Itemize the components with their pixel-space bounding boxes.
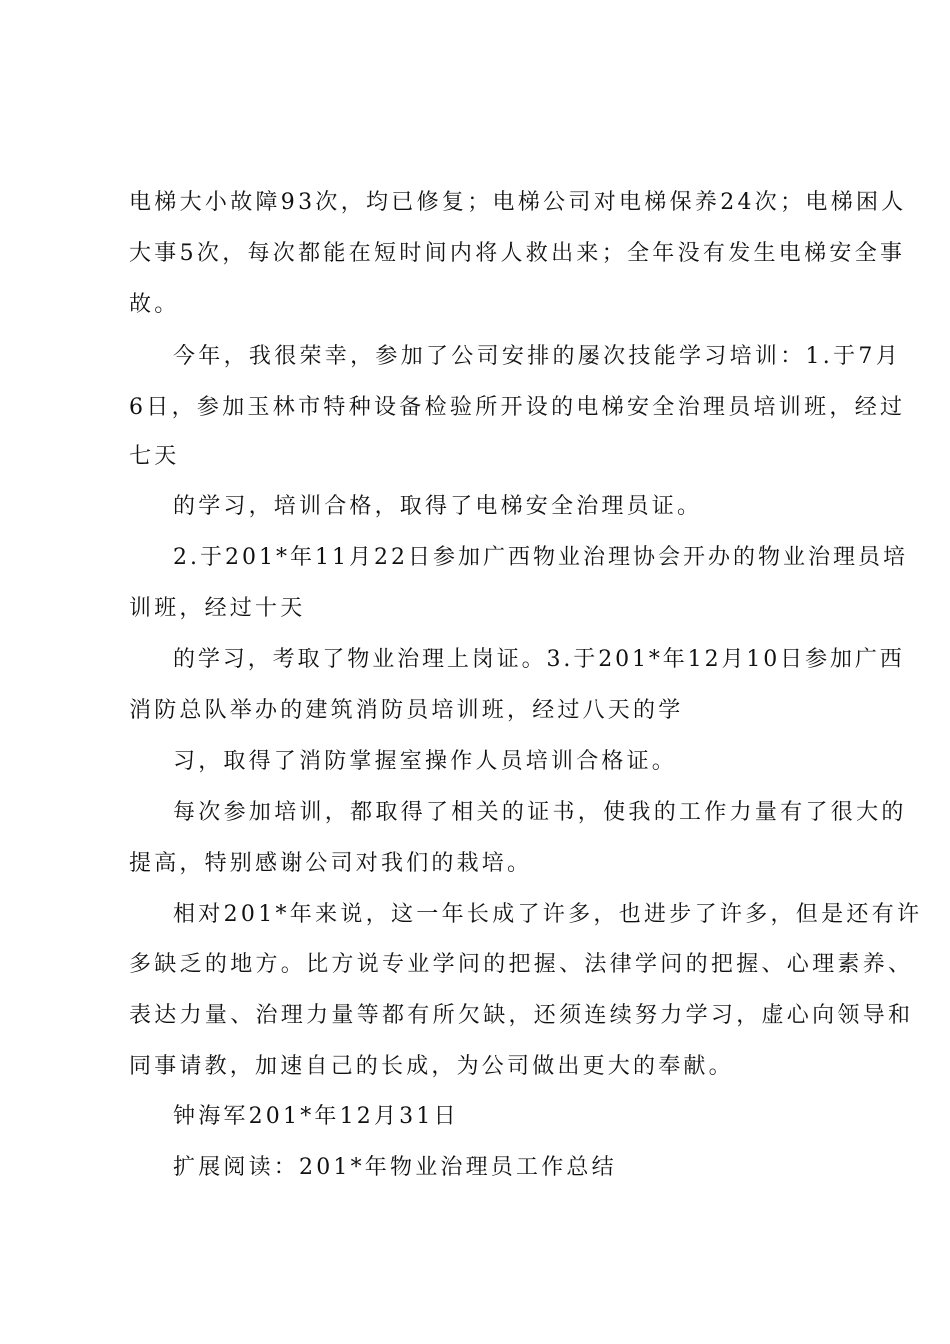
text-line: 七天 — [129, 444, 180, 469]
text-line: 多缺乏的地方。比方说专业学问的把握、法律学问的把握、心理素养、 — [129, 952, 914, 977]
text-line: 消防总队举办的建筑消防员培训班，经过八天的学 — [129, 698, 684, 723]
text-line: 2.于201*年11月22日参加广西物业治理协会开办的物业治理员培 — [173, 545, 908, 570]
text-line: 同事请教，加速自己的长成，为公司做出更大的奉献。 — [129, 1054, 734, 1079]
text-line: 习，取得了消防掌握室操作人员培训合格证。 — [173, 749, 678, 774]
text-line: 每次参加培训，都取得了相关的证书，使我的工作力量有了很大的 — [173, 800, 907, 825]
text-line: 表达力量、治理力量等都有所欠缺，还须连续努力学习，虚心向领导和 — [129, 1003, 914, 1028]
text-line: 训班，经过十天 — [129, 596, 306, 621]
text-line: 的学习，考取了物业治理上岗证。3.于201*年12月10日参加广西 — [173, 647, 905, 672]
signature-date-line: 钟海军201*年12月31日 — [173, 1104, 459, 1129]
text-line: 大事5次，每次都能在短时间内将人救出来；全年没有发生电梯安全事 — [129, 241, 906, 266]
text-line: 电梯大小故障93次，均已修复；电梯公司对电梯保养24次；电梯困人 — [129, 190, 907, 215]
text-line: 今年，我很荣幸，参加了公司安排的屡次技能学习培训：1.于7月 — [173, 344, 901, 369]
text-line: 的学习，培训合格，取得了电梯安全治理员证。 — [173, 494, 703, 519]
text-line: 相对201*年来说，这一年长成了许多，也进步了许多，但是还有许 — [173, 902, 923, 927]
text-line: 提高，特别感谢公司对我们的栽培。 — [129, 851, 533, 876]
text-line: 故。 — [129, 292, 180, 317]
text-line: 6日，参加玉林市特种设备检验所开设的电梯安全治理员培训班，经过 — [129, 395, 906, 420]
extended-reading-line: 扩展阅读：201*年物业治理员工作总结 — [173, 1155, 617, 1180]
